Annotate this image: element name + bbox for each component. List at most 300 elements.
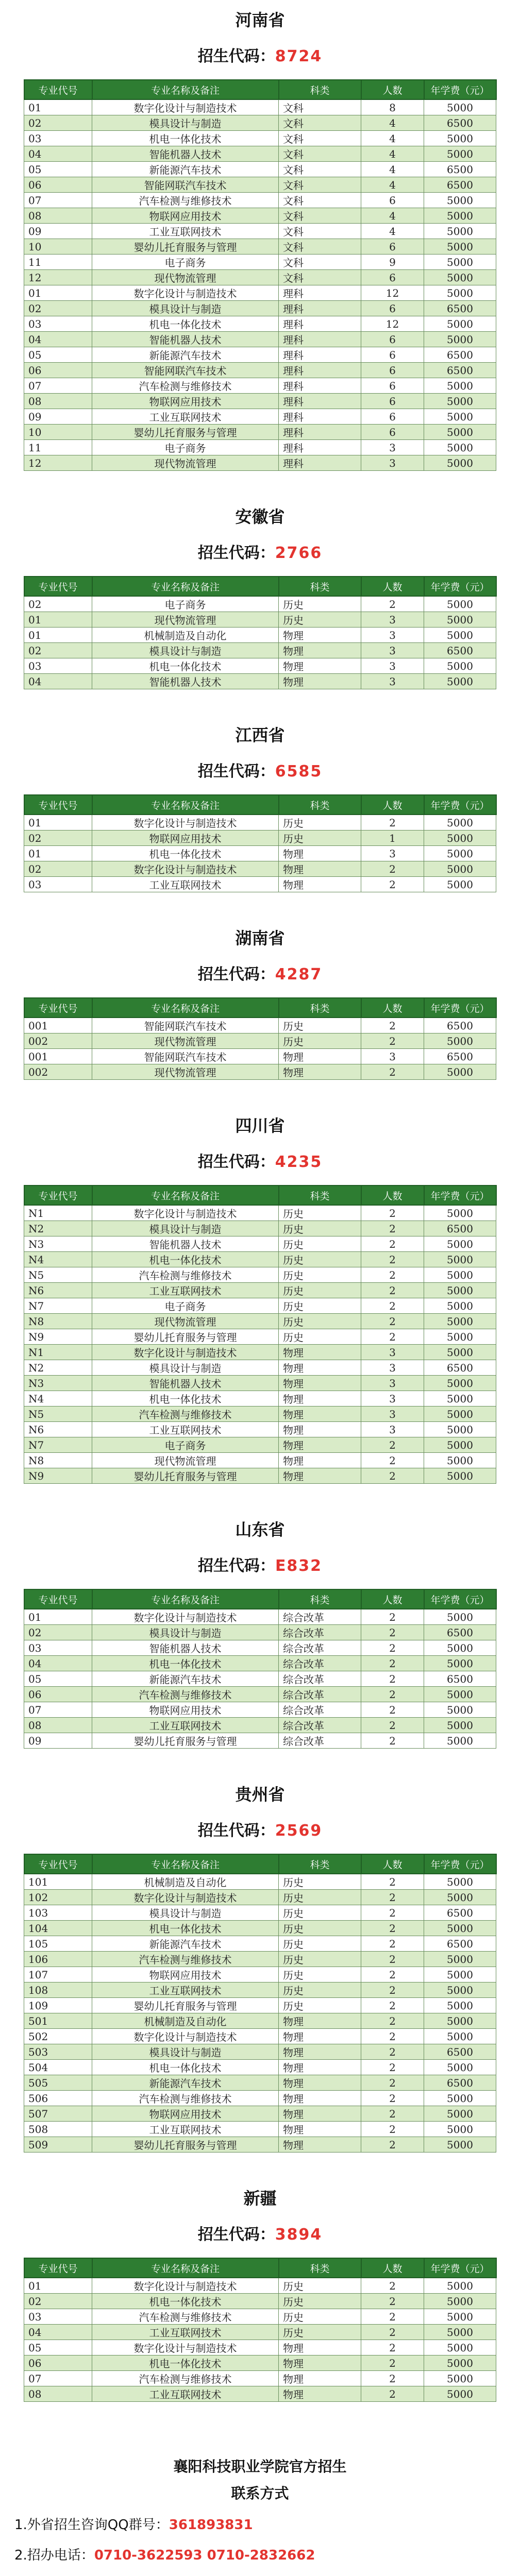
table-header-row bbox=[24, 2258, 496, 2278]
enrollment-table bbox=[24, 2258, 497, 2402]
table-header-row bbox=[24, 795, 496, 815]
major-code-cell: 07 bbox=[24, 2371, 92, 2386]
major-code-cell: N9 bbox=[24, 1468, 92, 1484]
column-header: 科类 bbox=[279, 1185, 361, 1205]
major-name-cell: 数字化设计与制造技术 bbox=[92, 1609, 279, 1625]
table-row bbox=[24, 877, 496, 892]
tuition-cell: 5000 bbox=[424, 1376, 496, 1391]
major-code-cell: 02 bbox=[24, 2294, 92, 2309]
subject-type-cell: 物理 bbox=[279, 861, 361, 877]
tuition-cell: 5000 bbox=[424, 332, 496, 347]
tuition-cell: 5000 bbox=[424, 1298, 496, 1314]
subject-type-cell: 物理 bbox=[279, 1453, 361, 1468]
table-row bbox=[24, 2091, 496, 2106]
quota-cell: 2 bbox=[361, 1921, 424, 1936]
quota-cell: 12 bbox=[361, 316, 424, 332]
subject-type-cell: 综合改革 bbox=[279, 1656, 361, 1671]
tuition-cell: 5000 bbox=[424, 2294, 496, 2309]
major-code-cell: 507 bbox=[24, 2106, 92, 2122]
major-code-cell: N6 bbox=[24, 1283, 92, 1298]
major-name-cell: 工业互联网技术 bbox=[92, 1422, 279, 1437]
table-row bbox=[24, 285, 496, 301]
subject-type-cell: 历史 bbox=[279, 1905, 361, 1921]
column-header: 专业代号 bbox=[24, 577, 92, 596]
province-section bbox=[0, 722, 520, 892]
table-row bbox=[24, 208, 496, 224]
table-row bbox=[24, 1437, 496, 1453]
quota-cell: 2 bbox=[361, 2106, 424, 2122]
province-section bbox=[0, 7, 520, 471]
quota-cell: 2 bbox=[361, 1329, 424, 1345]
major-name-cell: 新能源汽车技术 bbox=[92, 1671, 279, 1687]
major-name-cell: 汽车检测与维修技术 bbox=[92, 1687, 279, 1702]
major-code-cell: 109 bbox=[24, 1998, 92, 2013]
table-header-row bbox=[24, 80, 496, 99]
subject-type-cell: 历史 bbox=[279, 1890, 361, 1905]
tuition-cell: 5000 bbox=[424, 877, 496, 892]
table-row bbox=[24, 177, 496, 193]
subject-type-cell: 历史 bbox=[279, 2294, 361, 2309]
subject-type-cell: 历史 bbox=[279, 1998, 361, 2013]
major-code-cell: N3 bbox=[24, 1236, 92, 1252]
tuition-cell: 5000 bbox=[424, 285, 496, 301]
table-header-row bbox=[24, 1854, 496, 1874]
tuition-cell: 5000 bbox=[424, 1283, 496, 1298]
quota-cell: 2 bbox=[361, 1905, 424, 1921]
province-section bbox=[0, 2185, 520, 2402]
tuition-cell: 5000 bbox=[424, 1437, 496, 1453]
tuition-cell: 5000 bbox=[424, 1982, 496, 1998]
major-code-cell: 10 bbox=[24, 239, 92, 255]
tuition-cell: 5000 bbox=[424, 2106, 496, 2122]
major-code-cell: 05 bbox=[24, 1671, 92, 1687]
subject-type-cell: 物理 bbox=[279, 674, 361, 689]
quota-cell: 2 bbox=[361, 1967, 424, 1982]
quota-cell: 6 bbox=[361, 425, 424, 440]
subject-type-cell: 理科 bbox=[279, 455, 361, 471]
table-row bbox=[24, 301, 496, 316]
major-code-cell: 105 bbox=[24, 1936, 92, 1952]
table-row bbox=[24, 1967, 496, 1982]
major-code-cell: 501 bbox=[24, 2013, 92, 2029]
subject-type-cell: 物理 bbox=[279, 2137, 361, 2153]
subject-type-cell: 物理 bbox=[279, 2355, 361, 2371]
subject-type-cell: 综合改革 bbox=[279, 1609, 361, 1625]
subject-type-cell: 历史 bbox=[279, 1236, 361, 1252]
column-header: 年学费（元） bbox=[424, 1185, 496, 1205]
subject-type-cell: 文科 bbox=[279, 162, 361, 177]
quota-cell: 2 bbox=[361, 1437, 424, 1453]
subject-type-cell: 物理 bbox=[279, 1422, 361, 1437]
enrollment-table bbox=[24, 576, 497, 689]
enrollment-code-value: 2569 bbox=[275, 1822, 323, 1840]
subject-type-cell: 综合改革 bbox=[279, 1640, 361, 1656]
tuition-cell: 6500 bbox=[424, 2044, 496, 2060]
major-name-cell: 机电一体化技术 bbox=[92, 1656, 279, 1671]
tuition-cell: 6500 bbox=[424, 643, 496, 658]
column-header: 人数 bbox=[361, 795, 424, 815]
tuition-cell: 5000 bbox=[424, 1656, 496, 1671]
major-name-cell: 现代物流管理 bbox=[92, 455, 279, 471]
subject-type-cell: 文科 bbox=[279, 177, 361, 193]
tuition-cell: 6500 bbox=[424, 301, 496, 316]
quota-cell: 3 bbox=[361, 1406, 424, 1422]
contact-line-label: 1.外省招生咨询QQ群号： bbox=[14, 2517, 169, 2533]
quota-cell: 2 bbox=[361, 1640, 424, 1656]
major-code-cell: 04 bbox=[24, 1656, 92, 1671]
column-header: 专业名称及备注 bbox=[92, 1854, 279, 1874]
major-name-cell: 电子商务 bbox=[92, 1437, 279, 1453]
quota-cell: 2 bbox=[361, 861, 424, 877]
quota-cell: 2 bbox=[361, 1671, 424, 1687]
major-name-cell: 机械制造及自动化 bbox=[92, 628, 279, 643]
major-name-cell: 物联网应用技术 bbox=[92, 831, 279, 846]
subject-type-cell: 文科 bbox=[279, 115, 361, 131]
subject-type-cell: 文科 bbox=[279, 146, 361, 162]
quota-cell: 2 bbox=[361, 2137, 424, 2153]
quota-cell: 2 bbox=[361, 2122, 424, 2137]
subject-type-cell: 理科 bbox=[279, 363, 361, 378]
table-row bbox=[24, 1033, 496, 1049]
subject-type-cell: 历史 bbox=[279, 1283, 361, 1298]
major-code-cell: 504 bbox=[24, 2060, 92, 2075]
major-code-cell: 503 bbox=[24, 2044, 92, 2060]
major-code-cell: N7 bbox=[24, 1437, 92, 1453]
table-row bbox=[24, 2386, 496, 2402]
major-code-cell: 04 bbox=[24, 146, 92, 162]
tuition-cell: 5000 bbox=[424, 1687, 496, 1702]
major-name-cell: 工业互联网技术 bbox=[92, 2386, 279, 2402]
tuition-cell: 5000 bbox=[424, 1468, 496, 1484]
column-header: 专业名称及备注 bbox=[92, 1589, 279, 1609]
subject-type-cell: 综合改革 bbox=[279, 1671, 361, 1687]
subject-type-cell: 历史 bbox=[279, 1936, 361, 1952]
subject-type-cell: 物理 bbox=[279, 1391, 361, 1406]
table-row bbox=[24, 2137, 496, 2153]
enrollment-table bbox=[24, 1185, 497, 1484]
major-code-cell: 103 bbox=[24, 1905, 92, 1921]
major-name-cell: 工业互联网技术 bbox=[92, 2122, 279, 2137]
tuition-cell: 5000 bbox=[424, 2060, 496, 2075]
tuition-cell: 5000 bbox=[424, 1329, 496, 1345]
major-code-cell: N2 bbox=[24, 1221, 92, 1236]
major-code-cell: 07 bbox=[24, 378, 92, 394]
subject-type-cell: 物理 bbox=[279, 2122, 361, 2137]
subject-type-cell: 历史 bbox=[279, 1205, 361, 1221]
major-name-cell: 机电一体化技术 bbox=[92, 2294, 279, 2309]
column-header: 人数 bbox=[361, 2258, 424, 2278]
table-row bbox=[24, 270, 496, 285]
column-header: 专业代号 bbox=[24, 80, 92, 99]
quota-cell: 2 bbox=[361, 2060, 424, 2075]
tuition-cell: 5000 bbox=[424, 394, 496, 409]
major-name-cell: 汽车检测与维修技术 bbox=[92, 2371, 279, 2386]
subject-type-cell: 历史 bbox=[279, 1267, 361, 1283]
subject-type-cell: 历史 bbox=[279, 1252, 361, 1267]
table-row bbox=[24, 99, 496, 115]
quota-cell: 2 bbox=[361, 1018, 424, 1033]
column-header: 年学费（元） bbox=[424, 1589, 496, 1609]
table-row bbox=[24, 2060, 496, 2075]
quota-cell: 2 bbox=[361, 1936, 424, 1952]
quota-cell: 2 bbox=[361, 1998, 424, 2013]
table-row bbox=[24, 846, 496, 861]
subject-type-cell: 理科 bbox=[279, 316, 361, 332]
subject-type-cell: 综合改革 bbox=[279, 1687, 361, 1702]
quota-cell: 2 bbox=[361, 2355, 424, 2371]
tuition-cell: 5000 bbox=[424, 2091, 496, 2106]
column-header: 专业名称及备注 bbox=[92, 577, 279, 596]
major-name-cell: 工业互联网技术 bbox=[92, 2325, 279, 2340]
contact-title: 联系方式 bbox=[231, 2485, 289, 2502]
major-name-cell: 智能机器人技术 bbox=[92, 1640, 279, 1656]
enrollment-table bbox=[24, 997, 497, 1080]
tuition-cell: 5000 bbox=[424, 612, 496, 628]
table-row bbox=[24, 162, 496, 177]
tuition-cell: 5000 bbox=[424, 270, 496, 285]
major-name-cell: 模具设计与制造 bbox=[92, 1221, 279, 1236]
table-header-row bbox=[24, 1589, 496, 1609]
tuition-cell: 5000 bbox=[424, 596, 496, 612]
enrollment-code-label: 招生代码： bbox=[197, 2226, 275, 2244]
tuition-cell: 6500 bbox=[424, 2075, 496, 2091]
table-row bbox=[24, 1018, 496, 1033]
tuition-cell: 5000 bbox=[424, 1890, 496, 1905]
enrollment-table bbox=[24, 794, 497, 892]
major-code-cell: N1 bbox=[24, 1205, 92, 1221]
subject-type-cell: 物理 bbox=[279, 1437, 361, 1453]
tuition-cell: 5000 bbox=[424, 1267, 496, 1283]
major-code-cell: 08 bbox=[24, 394, 92, 409]
table-row bbox=[24, 1267, 496, 1283]
major-name-cell: 数字化设计与制造技术 bbox=[92, 861, 279, 877]
major-name-cell: 现代物流管理 bbox=[92, 1314, 279, 1329]
table-row bbox=[24, 2309, 496, 2325]
major-code-cell: 06 bbox=[24, 2355, 92, 2371]
major-name-cell: 机电一体化技术 bbox=[92, 846, 279, 861]
major-name-cell: 机电一体化技术 bbox=[92, 131, 279, 146]
subject-type-cell: 历史 bbox=[279, 1018, 361, 1033]
major-name-cell: 物联网应用技术 bbox=[92, 394, 279, 409]
subject-type-cell: 物理 bbox=[279, 2106, 361, 2122]
table-header-row bbox=[24, 998, 496, 1018]
quota-cell: 4 bbox=[361, 115, 424, 131]
enrollment-code-label: 招生代码： bbox=[197, 1557, 275, 1575]
subject-type-cell: 历史 bbox=[279, 815, 361, 831]
subject-type-cell: 文科 bbox=[279, 131, 361, 146]
tuition-cell: 6500 bbox=[424, 1905, 496, 1921]
subject-type-cell: 综合改革 bbox=[279, 1625, 361, 1640]
tuition-cell: 5000 bbox=[424, 1733, 496, 1749]
tuition-cell: 5000 bbox=[424, 455, 496, 471]
major-name-cell: 机电一体化技术 bbox=[92, 316, 279, 332]
quota-cell: 6 bbox=[361, 363, 424, 378]
table-row bbox=[24, 239, 496, 255]
table-row bbox=[24, 1890, 496, 1905]
tuition-cell: 5000 bbox=[424, 2355, 496, 2371]
column-header: 科类 bbox=[279, 998, 361, 1018]
major-code-cell: 01 bbox=[24, 612, 92, 628]
quota-cell: 4 bbox=[361, 177, 424, 193]
tuition-cell: 5000 bbox=[424, 1236, 496, 1252]
subject-type-cell: 物理 bbox=[279, 1064, 361, 1080]
tuition-cell: 5000 bbox=[424, 1874, 496, 1890]
subject-type-cell: 理科 bbox=[279, 332, 361, 347]
tuition-cell: 5000 bbox=[424, 2278, 496, 2294]
major-name-cell: 机电一体化技术 bbox=[92, 1252, 279, 1267]
quota-cell: 2 bbox=[361, 2044, 424, 2060]
table-row bbox=[24, 596, 496, 612]
table-row bbox=[24, 612, 496, 628]
tuition-cell: 5000 bbox=[424, 378, 496, 394]
quota-cell: 3 bbox=[361, 455, 424, 471]
province-name: 贵州省 bbox=[235, 1785, 285, 1804]
column-header: 人数 bbox=[361, 80, 424, 99]
major-name-cell: 机械制造及自动化 bbox=[92, 2013, 279, 2029]
major-name-cell: 现代物流管理 bbox=[92, 1033, 279, 1049]
subject-type-cell: 物理 bbox=[279, 877, 361, 892]
table-row bbox=[24, 1453, 496, 1468]
enrollment-code-label: 招生代码： bbox=[197, 544, 275, 562]
major-name-cell: 工业互联网技术 bbox=[92, 1283, 279, 1298]
major-code-cell: 002 bbox=[24, 1033, 92, 1049]
tuition-cell: 5000 bbox=[424, 815, 496, 831]
province-section bbox=[0, 925, 520, 1080]
subject-type-cell: 理科 bbox=[279, 394, 361, 409]
subject-type-cell: 物理 bbox=[279, 1345, 361, 1360]
table-row bbox=[24, 1656, 496, 1671]
quota-cell: 2 bbox=[361, 596, 424, 612]
major-name-cell: 工业互联网技术 bbox=[92, 1982, 279, 1998]
column-header: 专业名称及备注 bbox=[92, 1185, 279, 1205]
tuition-cell: 5000 bbox=[424, 239, 496, 255]
table-row bbox=[24, 316, 496, 332]
major-name-cell: 婴幼儿托育服务与管理 bbox=[92, 1998, 279, 2013]
major-name-cell: 工业互联网技术 bbox=[92, 1718, 279, 1733]
subject-type-cell: 历史 bbox=[279, 1982, 361, 1998]
quota-cell: 6 bbox=[361, 193, 424, 208]
major-name-cell: 电子商务 bbox=[92, 1298, 279, 1314]
subject-type-cell: 物理 bbox=[279, 658, 361, 674]
major-name-cell: 数字化设计与制造技术 bbox=[92, 1345, 279, 1360]
major-name-cell: 婴幼儿托育服务与管理 bbox=[92, 1733, 279, 1749]
table-row bbox=[24, 2122, 496, 2137]
major-code-cell: 505 bbox=[24, 2075, 92, 2091]
major-code-cell: 06 bbox=[24, 363, 92, 378]
quota-cell: 3 bbox=[361, 674, 424, 689]
major-name-cell: 智能网联汽车技术 bbox=[92, 177, 279, 193]
subject-type-cell: 物理 bbox=[279, 2371, 361, 2386]
subject-type-cell: 物理 bbox=[279, 2075, 361, 2091]
tuition-cell: 5000 bbox=[424, 146, 496, 162]
table-row bbox=[24, 1221, 496, 1236]
table-row bbox=[24, 332, 496, 347]
quota-cell: 3 bbox=[361, 1376, 424, 1391]
tuition-cell: 5000 bbox=[424, 224, 496, 239]
major-code-cell: 508 bbox=[24, 2122, 92, 2137]
major-code-cell: 05 bbox=[24, 2340, 92, 2355]
column-header: 专业名称及备注 bbox=[92, 998, 279, 1018]
subject-type-cell: 历史 bbox=[279, 2309, 361, 2325]
major-name-cell: 智能网联汽车技术 bbox=[92, 1018, 279, 1033]
school-admission-title: 襄阳科技职业学院官方招生 bbox=[173, 2458, 347, 2475]
table-row bbox=[24, 1391, 496, 1406]
major-code-cell: N4 bbox=[24, 1391, 92, 1406]
subject-type-cell: 历史 bbox=[279, 1298, 361, 1314]
subject-type-cell: 综合改革 bbox=[279, 1718, 361, 1733]
quota-cell: 2 bbox=[361, 877, 424, 892]
table-row bbox=[24, 440, 496, 455]
table-row bbox=[24, 363, 496, 378]
contact-section bbox=[0, 2455, 520, 2576]
quota-cell: 2 bbox=[361, 1687, 424, 1702]
quota-cell: 2 bbox=[361, 1283, 424, 1298]
major-name-cell: 现代物流管理 bbox=[92, 1064, 279, 1080]
column-header: 年学费（元） bbox=[424, 998, 496, 1018]
table-row bbox=[24, 1329, 496, 1345]
column-header: 科类 bbox=[279, 577, 361, 596]
major-code-cell: 04 bbox=[24, 674, 92, 689]
table-row bbox=[24, 1936, 496, 1952]
tuition-cell: 5000 bbox=[424, 2122, 496, 2137]
subject-type-cell: 物理 bbox=[279, 846, 361, 861]
major-name-cell: 新能源汽车技术 bbox=[92, 347, 279, 363]
province-name: 河南省 bbox=[235, 10, 285, 30]
quota-cell: 4 bbox=[361, 208, 424, 224]
contact-line bbox=[14, 2514, 520, 2533]
subject-type-cell: 文科 bbox=[279, 239, 361, 255]
column-header: 人数 bbox=[361, 1589, 424, 1609]
major-code-cell: N8 bbox=[24, 1314, 92, 1329]
table-row bbox=[24, 1283, 496, 1298]
enrollment-code-value: 4235 bbox=[275, 1153, 323, 1171]
subject-type-cell: 综合改革 bbox=[279, 1733, 361, 1749]
major-code-cell: N7 bbox=[24, 1298, 92, 1314]
quota-cell: 2 bbox=[361, 2309, 424, 2325]
major-code-cell: 05 bbox=[24, 162, 92, 177]
province-section bbox=[0, 1782, 520, 2153]
table-row bbox=[24, 2371, 496, 2386]
major-name-cell: 智能机器人技术 bbox=[92, 674, 279, 689]
province-name: 安徽省 bbox=[235, 507, 285, 527]
quota-cell: 3 bbox=[361, 628, 424, 643]
column-header: 专业代号 bbox=[24, 1185, 92, 1205]
table-row bbox=[24, 1625, 496, 1640]
table-row bbox=[24, 1640, 496, 1656]
table-row bbox=[24, 1998, 496, 2013]
major-code-cell: 10 bbox=[24, 425, 92, 440]
quota-cell: 2 bbox=[361, 1468, 424, 1484]
quota-cell: 2 bbox=[361, 815, 424, 831]
major-name-cell: 婴幼儿托育服务与管理 bbox=[92, 425, 279, 440]
quota-cell: 6 bbox=[361, 332, 424, 347]
major-code-cell: 11 bbox=[24, 440, 92, 455]
tuition-cell: 5000 bbox=[424, 831, 496, 846]
tuition-cell: 5000 bbox=[424, 1702, 496, 1718]
subject-type-cell: 物理 bbox=[279, 2060, 361, 2075]
subject-type-cell: 物理 bbox=[279, 628, 361, 643]
quota-cell: 6 bbox=[361, 239, 424, 255]
quota-cell: 2 bbox=[361, 1718, 424, 1733]
tuition-cell: 5000 bbox=[424, 2029, 496, 2044]
major-code-cell: N4 bbox=[24, 1252, 92, 1267]
column-header: 专业代号 bbox=[24, 998, 92, 1018]
major-code-cell: 03 bbox=[24, 316, 92, 332]
province-name: 江西省 bbox=[235, 725, 285, 745]
enrollment-table bbox=[24, 1854, 497, 2153]
subject-type-cell: 物理 bbox=[279, 2029, 361, 2044]
subject-type-cell: 物理 bbox=[279, 2386, 361, 2402]
